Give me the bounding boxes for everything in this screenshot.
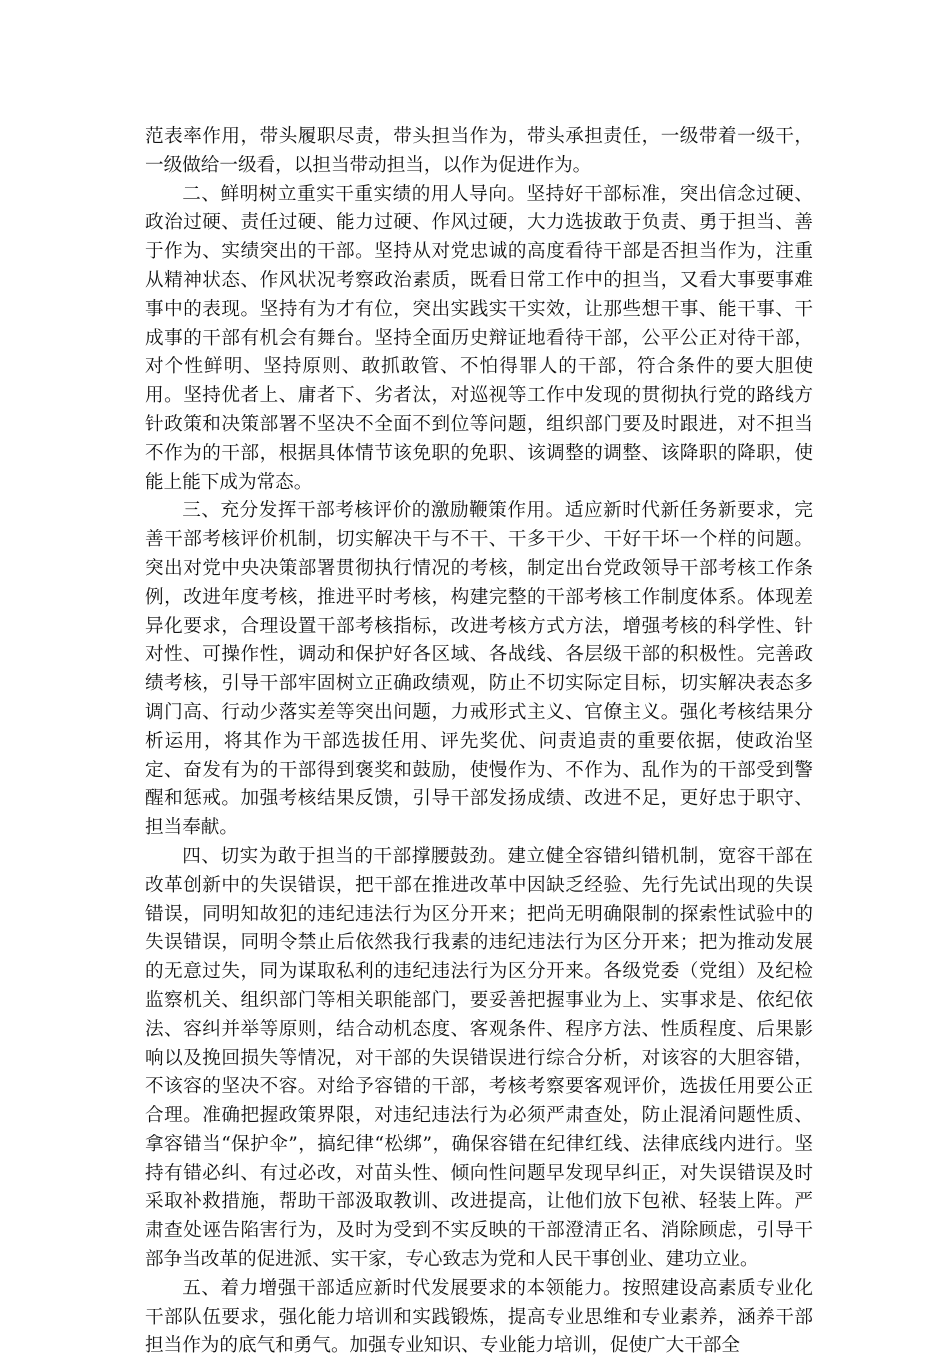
paragraph-section-5: 五、着力增强干部适应新时代发展要求的本领能力。按照建设高素质专业化干部队伍要求，强化能力培训和实践锻炼，提高专业思维和专业素养，涵养干部担当作为的底气和勇气。加强专业知识、专业能力培训，促使广大干部全 (145, 1277, 813, 1357)
paragraph-section-3: 三、充分发挥干部考核评价的激励鞭策作用。适应新时代新任务新要求，完善干部考核评价机制，切实解决干与不干、干多干少、干好干坏一个样的问题。突出对党中央决策部署贯彻执行情况的考核，制定出台党政领导干部考核工作条例，改进年度考核，推进平时考核，构建完整的干部考核工作制度体系。体现差异化要求，合理设置干部考核指标，改进考核方式方法，增强考核的科学性、针对性、可操作性，调动和保护好各区域、各战线、各层级干部的积极性。完善政绩考核，引导干部牢固树立正确政绩观，防止不切实际定目标，切实解决表态多调门高、行动少落实差等突出问题，力戒形式主义、官僚主义。强化考核结果分析运用，将其作为干部选拔任用、评先奖优、问责追责的重要依据，使政治坚定、奋发有为的干部得到褒奖和鼓励，使慢作为、不作为、乱作为的干部受到警醒和惩戒。加强考核结果反馈，引导干部发扬成绩、改进不足，更好忠于职守、担当奉献。 (145, 500, 813, 839)
paragraph-section-4: 四、切实为敢于担当的干部撑腰鼓劲。建立健全容错纠错机制，宽容干部在改革创新中的失误错误，把干部在推进改革中因缺乏经验、先行先试出现的失误错误，同明知故犯的违纪违法行为区分开来；把尚无明确限制的探索性试验中的失误错误，同明令禁止后依然我行我素的违纪违法行为区分开来；把为推动发展的无意过失，同为谋取私利的违纪违法行为区分开来。各级党委（党组）及纪检监察机关、组织部门等相关职能部门，要妥善把握事业为上、实事求是、依纪依法、容纠并举等原则，结合动机态度、客观条件、程序方法、性质程度、后果影响以及挽回损失等情况，对干部的失误错误进行综合分析，对该容的大胆容错，不该容的坚决不容。对给予容错的干部，考核考察要客观评价，选拔任用要公正合理。准确把握政策界限，对违纪违法行为必须严肃查处，防止混淆问题性质、拿容错当“保护伞”，搞纪律“松绑”，确保容错在纪律红线、法律底线内进行。坚持有错必纠、有过必改，对苗头性、倾向性问题早发现早纠正，对失误错误及时采取补救措施，帮助干部汲取教训、改进提高，让他们放下包袱、轻装上阵。严肃查处诬告陷害行为，及时为受到不实反映的干部澄清正名、消除顾虑，引导干部争当改革的促进派、实干家，专心致志为党和人民干事创业、建功立业。 (145, 845, 813, 1271)
paragraph-section-2: 二、鲜明树立重实干重实绩的用人导向。坚持好干部标准，突出信念过硬、政治过硬、责任过硬、能力过硬、作风过硬，大力选拔敢于负责、勇于担当、善于作为、实绩突出的干部。坚持从对党忠诚的高度看待干部是否担当作为，注重从精神状态、作风状况考察政治素质，既看日常工作中的担当，又看大事要事难事中的表现。坚持有为才有位，突出实践实干实效，让那些想干事、能干事、干成事的干部有机会有舞台。坚持全面历史辩证地看待干部，公平公正对待干部，对个性鲜明、坚持原则、敢抓敢管、不怕得罪人的干部，符合条件的要大胆使用。坚持优者上、庸者下、劣者汰，对巡视等工作中发现的贯彻执行党的路线方针政策和决策部署不坚决不全面不到位等问题，组织部门要及时跟进，对不担当不作为的干部，根据具体情节该免职的免职、该调整的调整、该降职的降职，使能上能下成为常态。 (145, 183, 813, 493)
document-body (145, 123, 813, 1361)
paragraph-continuation: 范表率作用，带头履职尽责，带头担当作为，带头承担责任，一级带着一级干，一级做给一级看，以担当带动担当，以作为促进作为。 (145, 126, 813, 176)
